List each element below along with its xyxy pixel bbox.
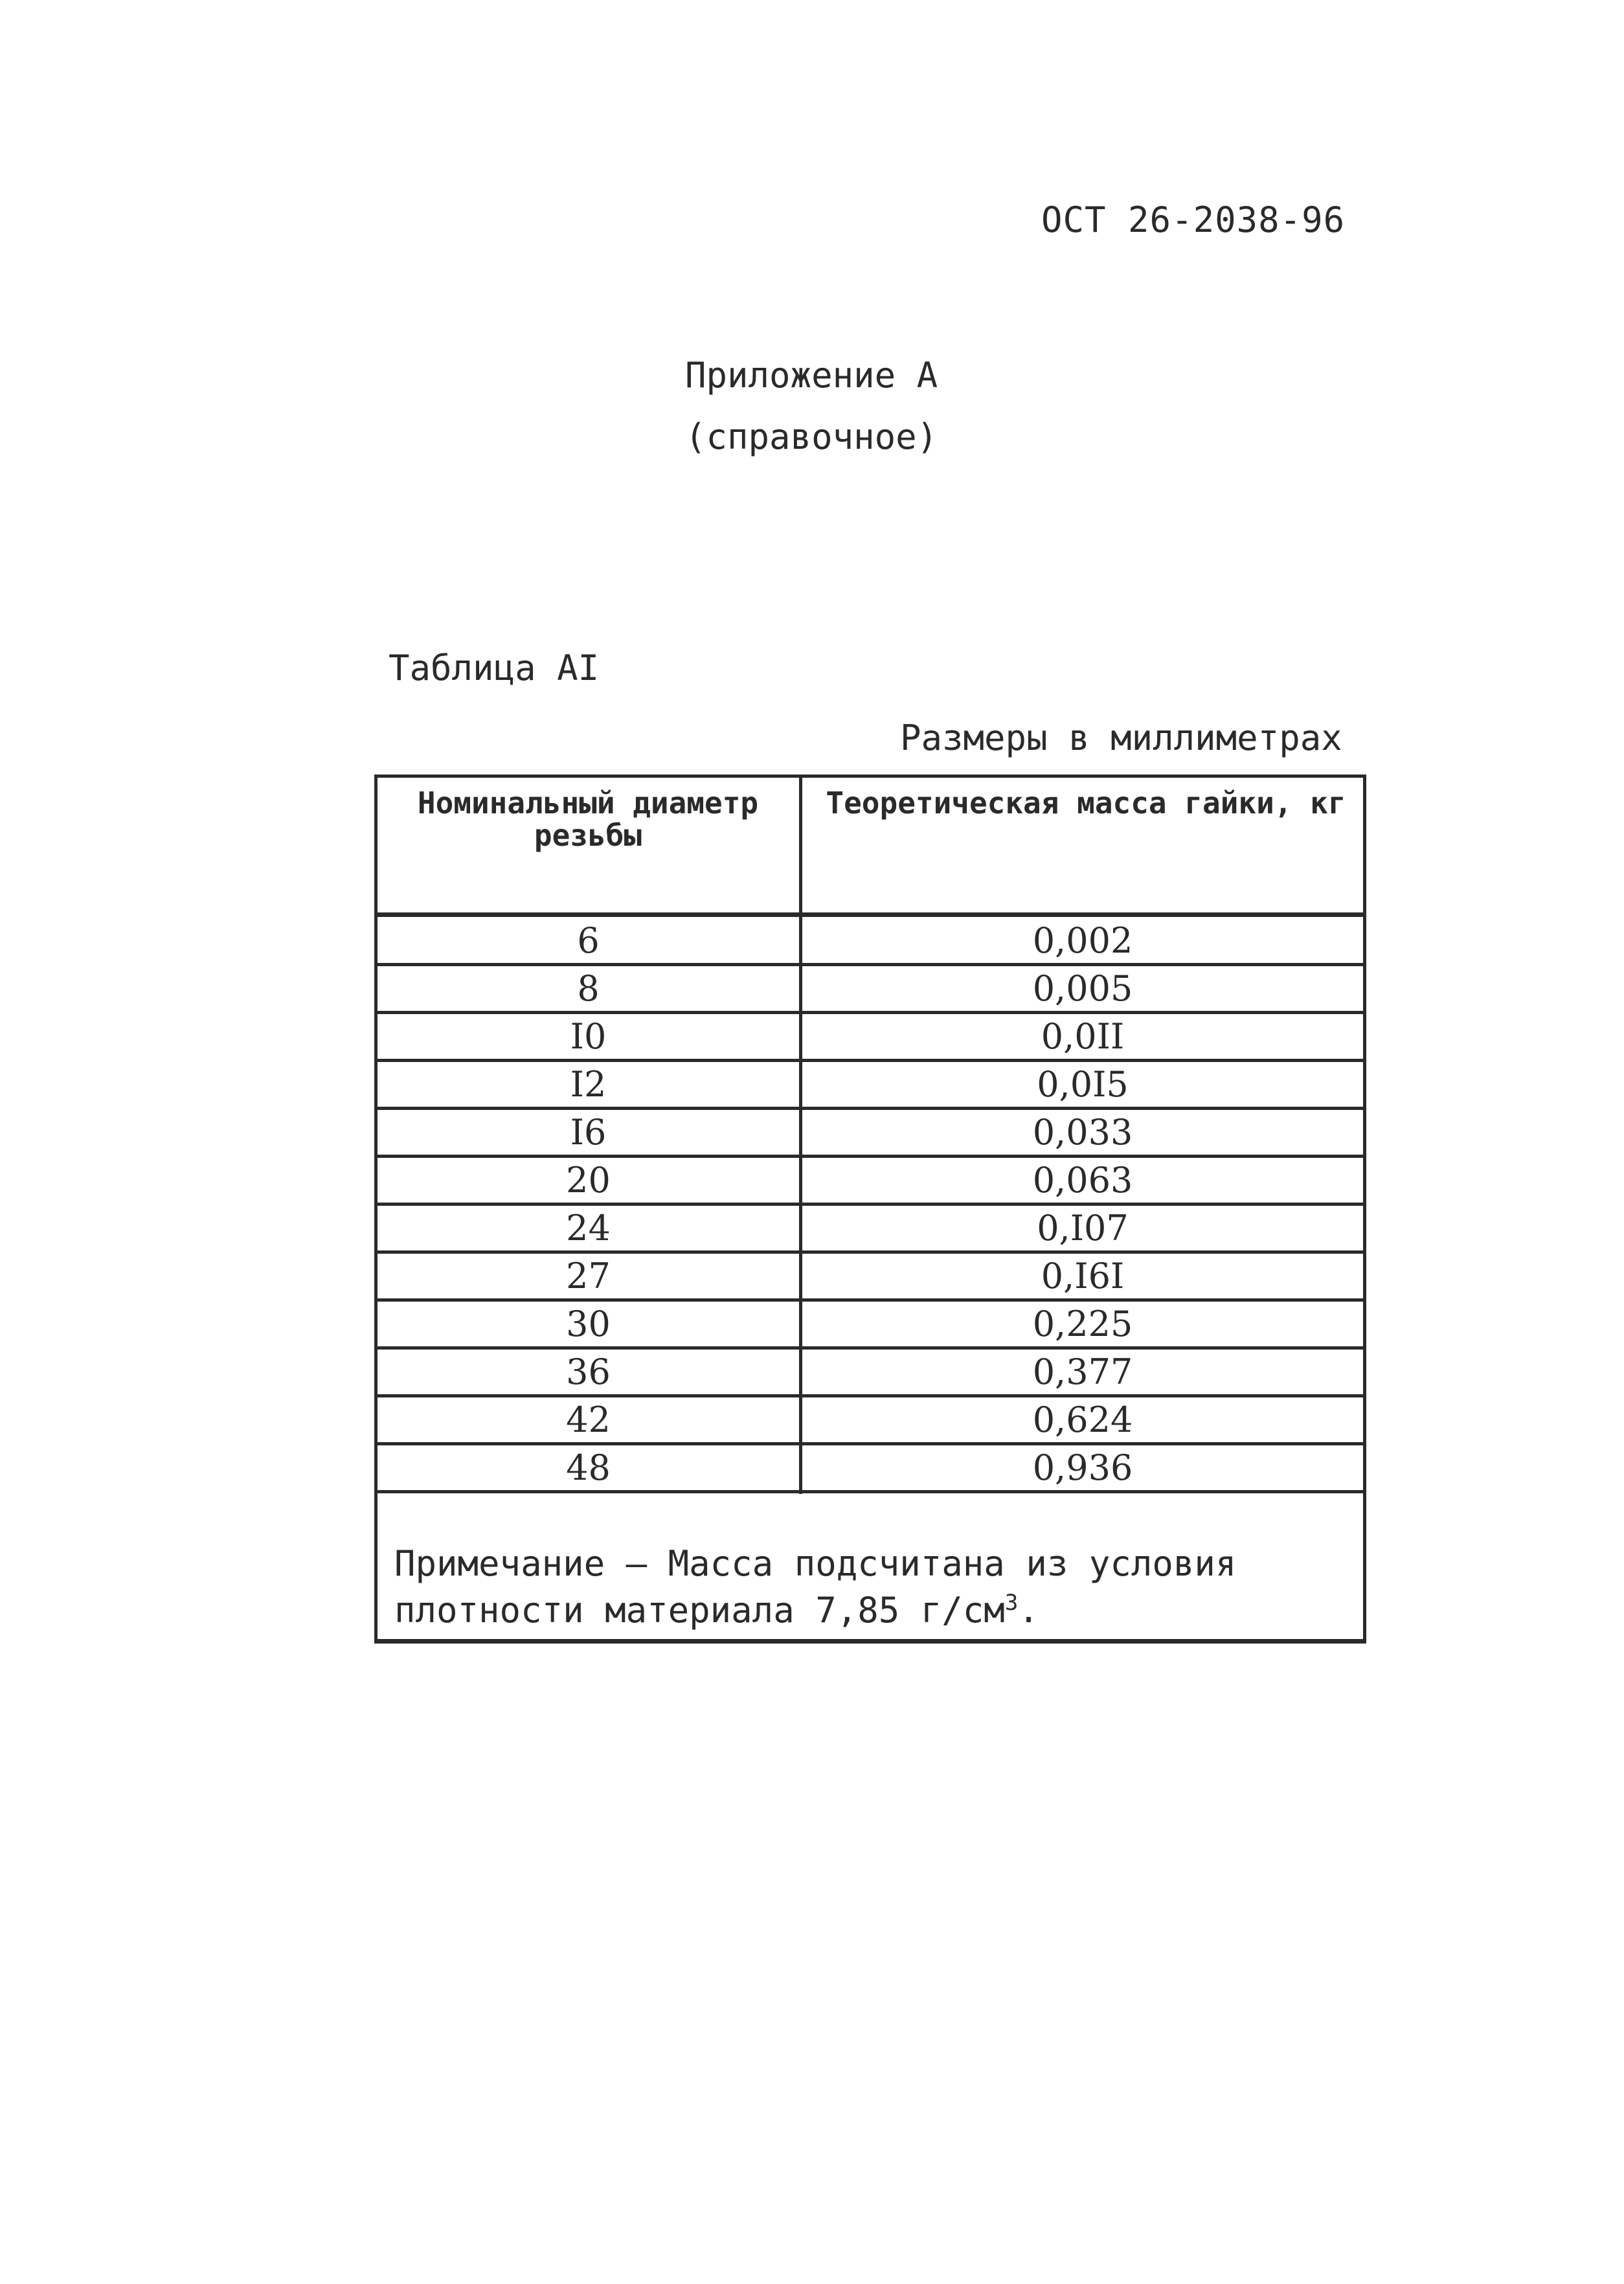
diameter-cell: 42 [566, 1399, 611, 1440]
diameter-cell: I6 [570, 1112, 607, 1153]
diameter-cell: 6 [577, 920, 600, 961]
appendix-title: Приложение А [685, 355, 938, 396]
mass-table [374, 775, 1366, 1644]
mass-cell: 0,624 [1032, 1399, 1133, 1440]
mass-cell: 0,936 [1032, 1447, 1133, 1488]
diameter-cell: 20 [566, 1160, 611, 1201]
mass-cell: 0,I07 [1037, 1208, 1129, 1249]
appendix-subtitle: (справочное) [685, 416, 938, 457]
diameter-cell: 30 [566, 1304, 611, 1344]
row-separator [378, 912, 1363, 917]
mass-cell: 0,063 [1032, 1160, 1133, 1201]
note-text: Примечание — Масса подсчитана из условия плотности материала 7,85 г/см [394, 1543, 1237, 1631]
diameter-cell: 24 [566, 1208, 611, 1249]
note-superscript: 3 [1004, 1590, 1019, 1616]
row-separator [378, 1490, 1363, 1493]
mass-cell: 0,I6I [1041, 1256, 1125, 1296]
document-code: ОСТ 26-2038-96 [1041, 199, 1346, 240]
diameter-cell: 36 [566, 1351, 611, 1392]
diameter-cell: I2 [570, 1064, 607, 1105]
units-note: Размеры в миллиметрах [900, 718, 1342, 758]
table-note [394, 1541, 1353, 1634]
mass-cell: 0,002 [1032, 920, 1133, 961]
mass-cell: 0,0II [1041, 1016, 1125, 1057]
mass-cell: 0,005 [1032, 968, 1133, 1009]
mass-cell: 0,225 [1032, 1304, 1133, 1344]
mass-cell: 0,0I5 [1037, 1064, 1129, 1105]
diameter-cell: I0 [570, 1016, 607, 1057]
column-header-mass: Теоретическая масса гайки, кг [826, 786, 1346, 820]
diameter-cell: 8 [577, 968, 600, 1009]
column-header-diameter: Номинальный диаметр резьбы [417, 786, 759, 853]
diameter-cell: 27 [566, 1256, 611, 1296]
note-end: . [1018, 1590, 1039, 1631]
diameter-cell: 48 [566, 1447, 611, 1488]
mass-cell: 0,377 [1032, 1351, 1133, 1392]
mass-cell: 0,033 [1032, 1112, 1133, 1153]
table-caption: Таблица АI [389, 648, 600, 688]
